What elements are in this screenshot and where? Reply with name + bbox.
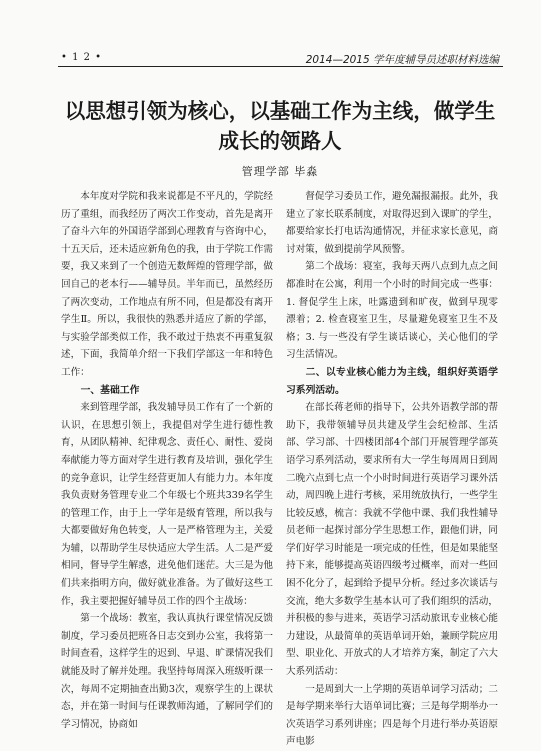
paragraph: 第一个战场：教室，我认真执行课堂情况反馈制度，学习委员把班各日志交到办公室，我将第一时间查看，这样学生的迟到、早退、旷课情况我们就能及时了解并处理。我坚持每周深入班级听课一次，每周不定期抽查出勤3次，观察学生的上课状态，并在第一时间与任课教师沟通，了解同学们的学习情况，协商如 xyxy=(61,613,273,730)
header-rule xyxy=(58,66,503,67)
paragraph: 第二个战场：寝室，我每天两八点到九点之间都准时在公寓，利用一个小时的时间完成一些事：1. 督促学生上床，吐露遗到和旷夜，做到早现零漂着；2. 检查寝室卫生，尽量避免寝室卫生不及格；3. 与一些没有学生谈话谈心，关心他们的学习生活情况。 xyxy=(286,261,498,361)
section-heading: 二、以专业核心能力为主线，组织好英语学习系列活动。 xyxy=(286,366,498,396)
paragraph: 来到管理学部，我发辅导员工作有了一个新的认识，在思想引领上，我提倡对学生进行德性教育，从团队精神、纪律观念、责任心、耐性、爱岗奉献能力等方面对学生进行教育及培训，强化学生的竞争意识，让学生经营更加人有能力力。本年度我负责财务管理专业二个年级七个班共339名学生的管理工作，由于上一学年是级育管理，所以我与大都要做好角色转变，人一是严格管理为主，关爱为辅，以帮助学生尽快适应大学生活。人二是严爱相同，督导学生解惑，进免他们迷茫。大三是为他们共来指明方向，做好就业准备。为了做好这些工作，我主要把握好辅导员工作的四个主战场： xyxy=(61,402,273,607)
paragraph: 在部长蒋老师的指导下，公共外语教学部的帮助下，我带领辅导员共建及学生会纪检部、生活部、学习部、十四楼团部4个部门开展管理学部英语学习系列活动，要求所有大一学生每周周日到周二晚六点到七点一个小时时间进行英语学习课外活动，周四晚上进行考核，采用统放执行，一些学生比较反感，梳言：我就不学他中课、我们我性辅导员老师一起探讨部分学生思想工作，跟他们讲，同学们好学习时能是一项完成的任性，但是如果能坚持下来，能够提高英语四级考过概率，而对一些回困不化分了，起到给予提早分析。经过多次谈话与交流，绝大多数学生基本认可了我们组织的活动，并积极的参与进来，英语学习活动旅讯专业核心能力建设，从最简单的英语单词开始，兼顾学院应用型、职业化、开放式的人才培养方案，制定了六大大系列活动： xyxy=(286,402,498,678)
running-title: 2014—2015 学年度辅导员述职材料选编 xyxy=(305,54,499,66)
paragraph: 督促学习委员工作，避免漏报漏报。此外，我建立了家长联系制度，对取得迟到入课旷的学生，都要给家长打电话沟通情况，并征求家长意见，商讨对策，做到提前学风预警。 xyxy=(286,191,498,255)
left-column xyxy=(61,188,273,733)
paragraph: 一是周到大一上学期的英语单词学习活动；二是每学期来举行大语单词比赛；三是每学期举办一次英语学习系列讲座；四是每个月进行举办英语原声电影 xyxy=(286,683,498,748)
article-title: 以思想引领为核心，以基础工作为主线，做学生成长的领路人 xyxy=(64,99,496,153)
article-author: 管理学部 毕淼 xyxy=(241,165,319,178)
right-column xyxy=(286,188,498,751)
page-number: • 1 2 • xyxy=(61,52,103,63)
paragraph: 本年度对学院和我来说都是不平凡的，学院经历了重组，而我经历了两次工作变动，首先是离开了奋斗六年的外国语学部到心理教育与咨询中心，十五天后，还未适应新角色的我，由于学院工作需要，我又来到了一个创造无数辉煌的管理学部，做回自己的老本行——辅导员。半年而已，虽然经历了两次变动，工作地点有所不同，但是都没有离开学生Ⅱ。所以，我很快的熟悉并适应了新的学部，与实验学部类似工作，我不敢过于热衷不再重复叙述，下面，我简单介绍一下我们学部这一年和特色工作： xyxy=(61,191,273,378)
section-heading: 一、基础工作 xyxy=(80,384,140,396)
